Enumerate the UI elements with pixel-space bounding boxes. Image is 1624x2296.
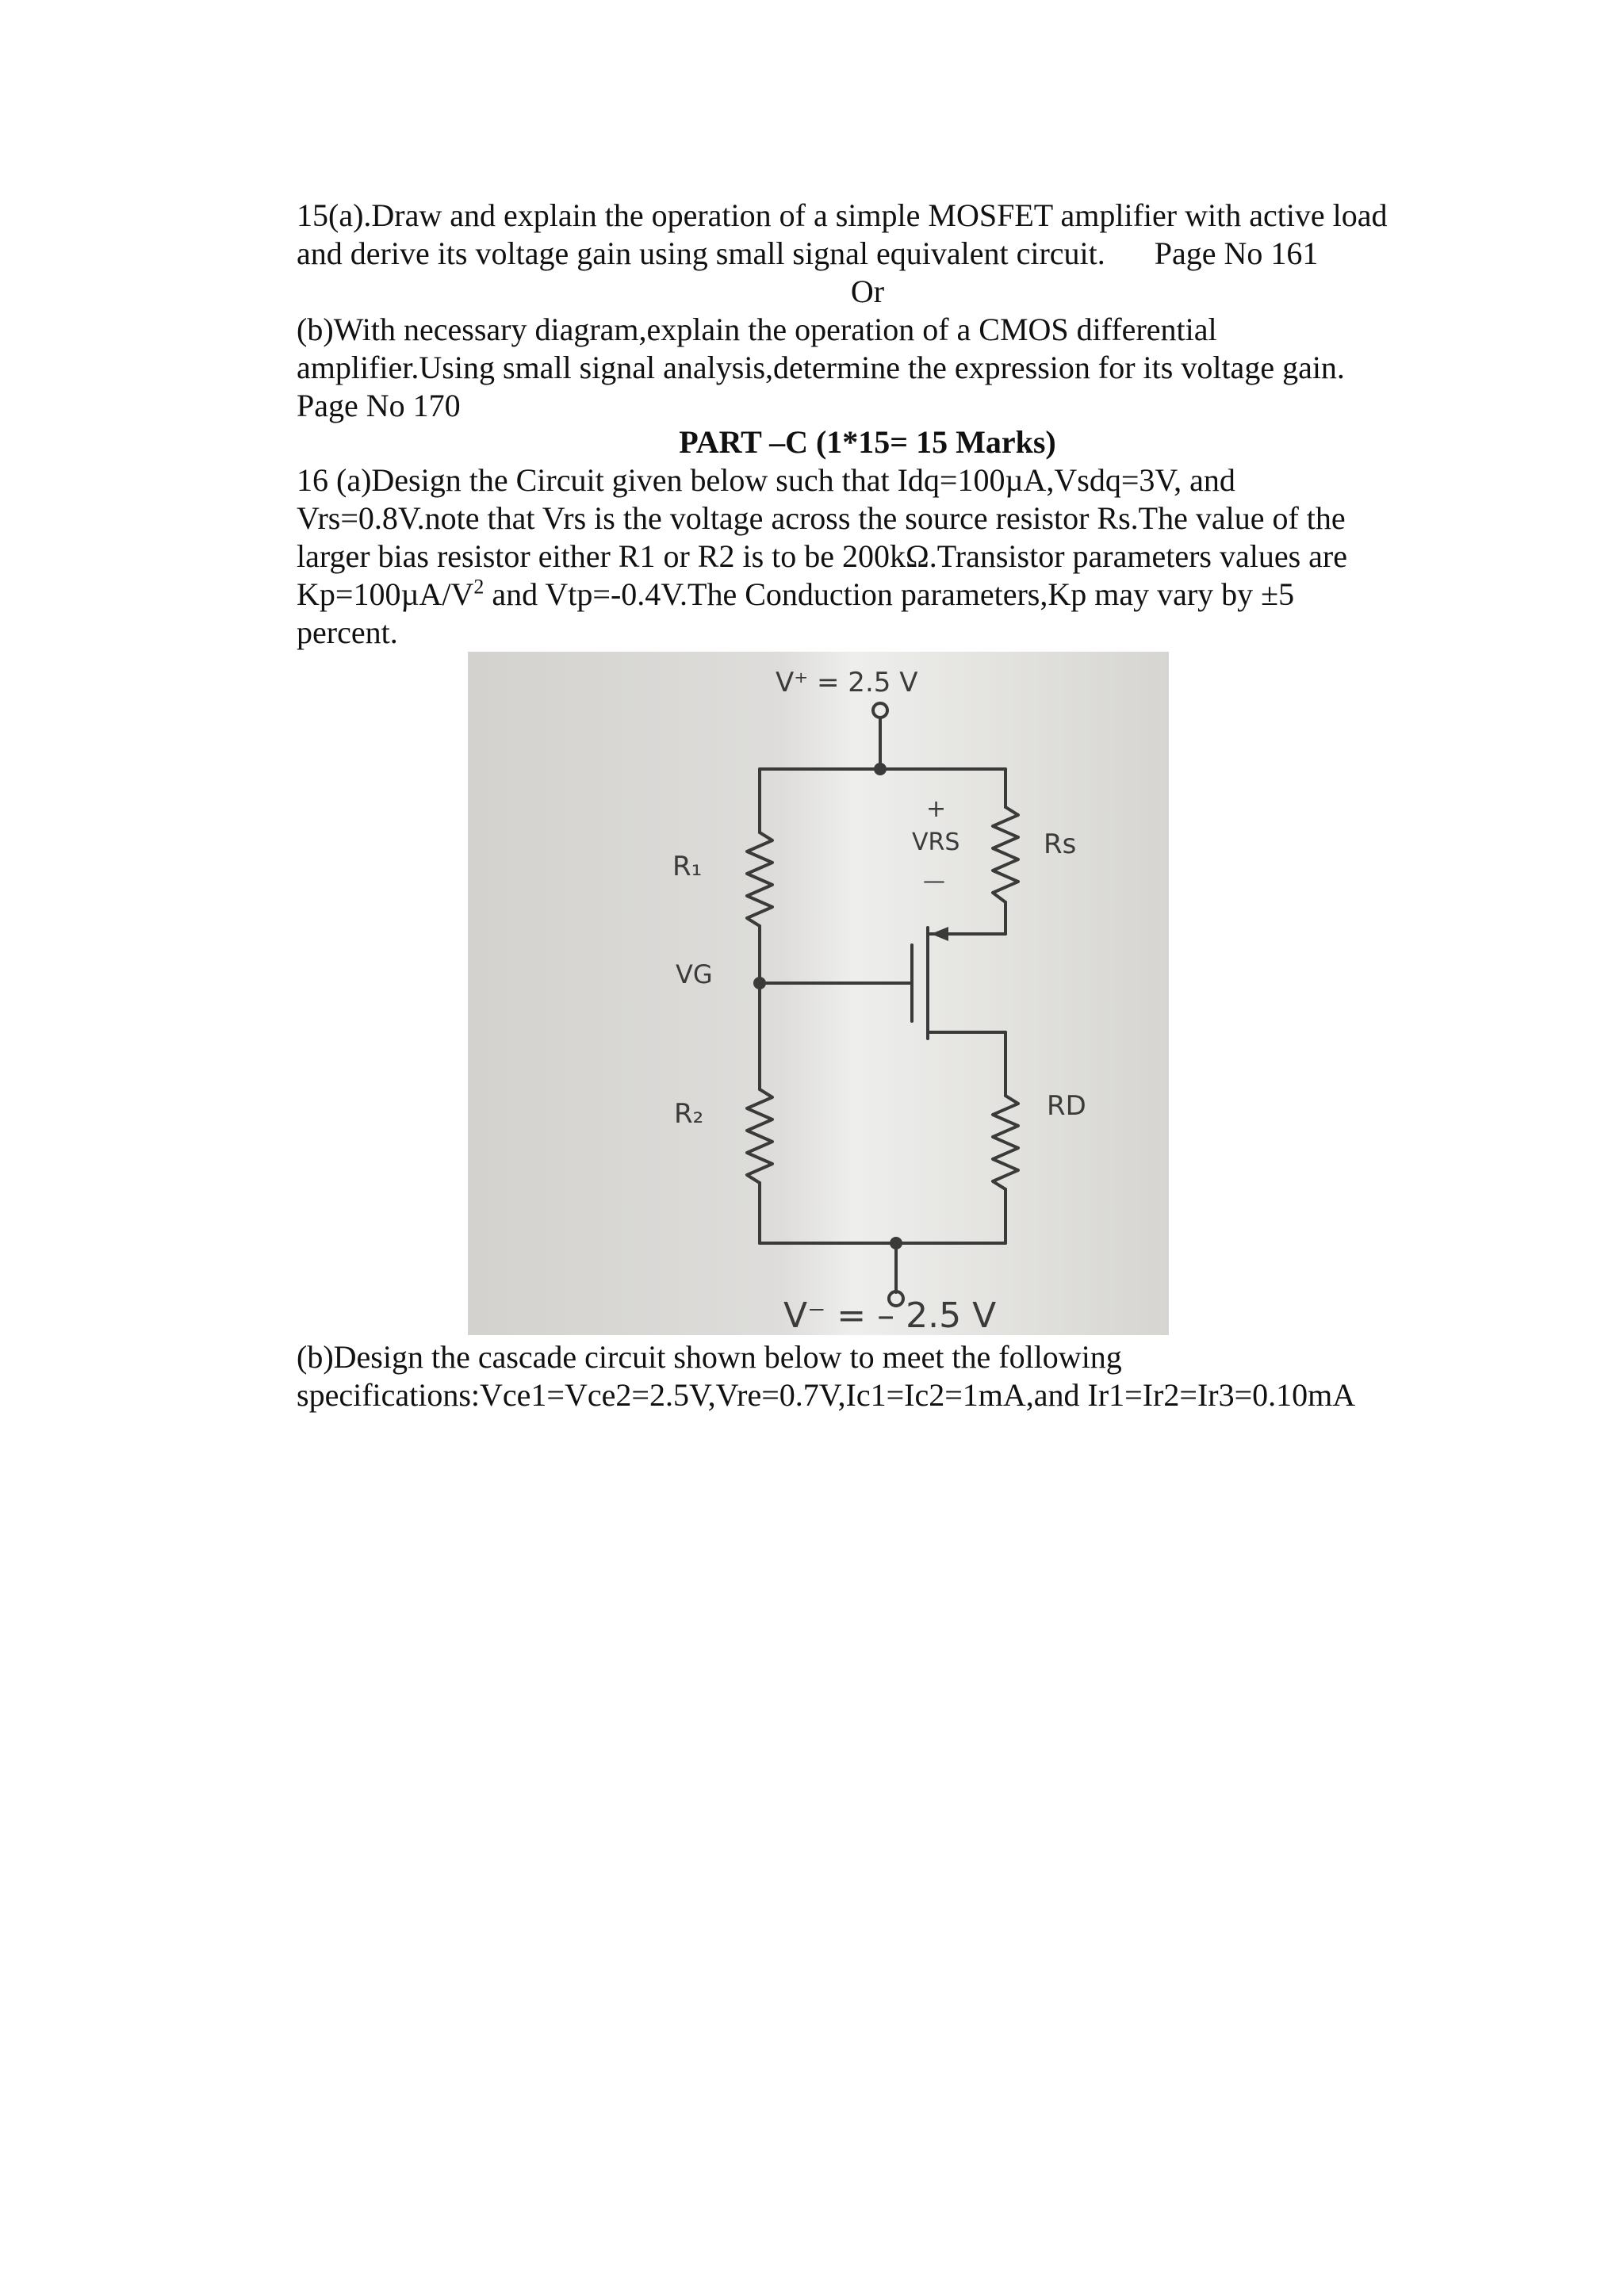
part-c-title: PART –C (1*15= 15 Marks) bbox=[679, 424, 1056, 460]
circuit-diagram bbox=[468, 652, 1169, 1335]
q15b-line-2: amplifier.Using small signal analysis,determine the expression for its voltage gain. bbox=[297, 350, 1345, 385]
circuit-photo bbox=[468, 652, 1169, 1335]
or-separator: Or bbox=[850, 274, 885, 309]
vg-node-dot-icon bbox=[753, 977, 766, 989]
q16b-line-2: specifications:Vce1=Vce2=2.5V,Vre=0.7V,Ic1=Ic2=1mA,and Ir1=Ir2=Ir3=0.10mA bbox=[297, 1377, 1356, 1413]
top-node-dot-icon bbox=[874, 763, 887, 775]
question-16b bbox=[297, 1338, 1438, 1414]
rs-label: Rs bbox=[1044, 828, 1077, 860]
r1-label: R₁ bbox=[672, 851, 703, 882]
bottom-node-dot-icon bbox=[890, 1237, 902, 1249]
vrs-label: VRS bbox=[912, 828, 960, 856]
q16a-line-1: 16 (a)Design the Circuit given below such that Idq=100µA,Vsdq=3V, and bbox=[297, 462, 1235, 498]
vg-label: VG bbox=[676, 959, 713, 989]
vminus-label: V⁻ = – 2.5 V bbox=[783, 1295, 997, 1335]
paper-background bbox=[468, 652, 1169, 1335]
q16a-line-4 bbox=[297, 576, 1438, 614]
vrs-minus-sign: — bbox=[923, 867, 945, 894]
vplus-label: V⁺ = 2.5 V bbox=[776, 667, 918, 698]
q16a-vtp-text: and Vtp=-0.4V.The Conduction parameters,Kp may vary by ±5 bbox=[484, 576, 1295, 612]
q16a-kp-text: Kp=100µA/V bbox=[297, 576, 474, 612]
q15a-line-2 bbox=[297, 235, 1438, 273]
q15a-page-ref: Page No 161 bbox=[1154, 235, 1319, 271]
q16a-line-2: Vrs=0.8V.note that Vrs is the voltage across the source resistor Rs.The value of the bbox=[297, 500, 1346, 536]
q15a-line-1: 15(a).Draw and explain the operation of a simple MOSFET amplifier with active load bbox=[297, 197, 1388, 233]
q15a-text: and derive its voltage gain using small signal equivalent circuit. bbox=[297, 235, 1105, 271]
q16b-line-1: (b)Design the cascade circuit shown below to meet the following bbox=[297, 1339, 1122, 1375]
q16a-line-5: percent. bbox=[297, 614, 398, 650]
question-15 bbox=[297, 197, 1438, 425]
q16a-line-3: larger bias resistor either R1 or R2 is to be 200kΩ.Transistor parameters values are bbox=[297, 538, 1347, 574]
q15b-page-ref: Page No 170 bbox=[297, 388, 461, 423]
vrs-plus-sign: + bbox=[926, 795, 947, 823]
part-c bbox=[297, 423, 1438, 652]
q16a-exponent: 2 bbox=[473, 575, 485, 599]
r2-label: R₂ bbox=[674, 1098, 704, 1130]
q15b-line-1: (b)With necessary diagram,explain the operation of a CMOS differential bbox=[297, 312, 1217, 347]
rd-label: RD bbox=[1047, 1090, 1086, 1122]
